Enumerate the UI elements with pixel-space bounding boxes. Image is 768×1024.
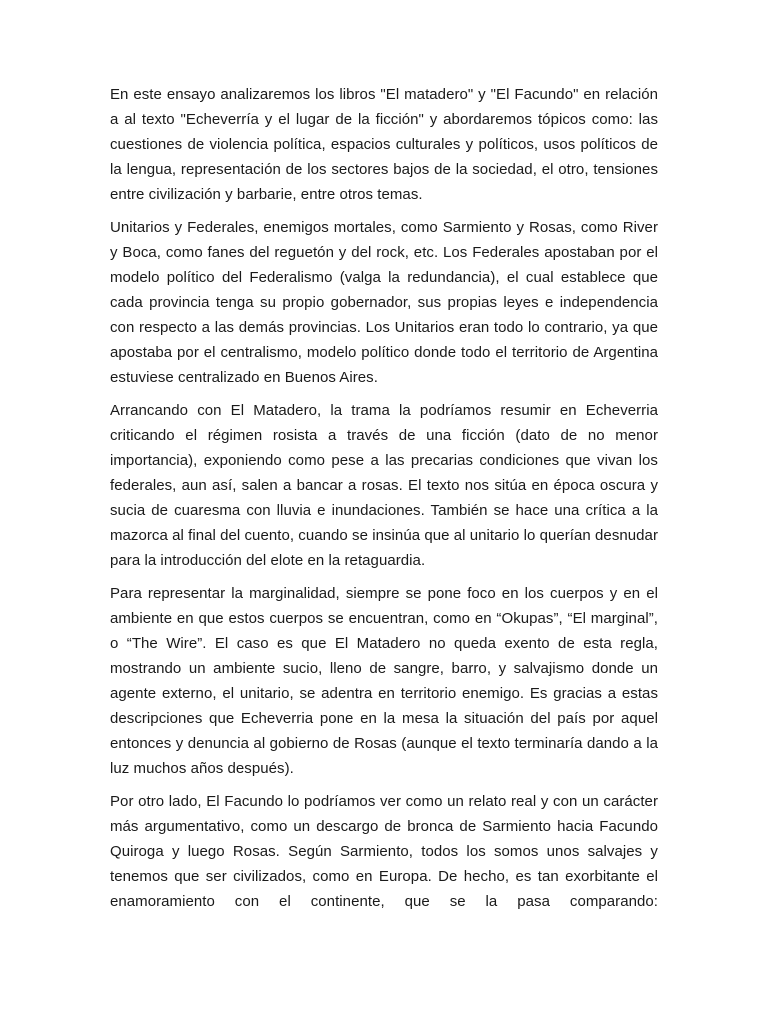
paragraph-marginalidad: Para representar la marginalidad, siempre se pone foco en los cuerpos y en el ambiente en que estos cuerpos se encuentran, como en “Okupas”, “El marginal”, o “The Wire”. El caso es que El Matadero no queda exento de esta regla, mostrando un ambiente sucio, lleno de sangre, barro, y salvajismo donde un agente externo, el unitario, se adentra en territorio enemigo. Es gracias a estas descripciones que Echeverria pone en la mesa la situación del país por aquel entonces y denuncia al gobierno de Rosas (aunque el texto terminaría dando a la luz muchos años después). <box>110 585 658 777</box>
paragraph-el-matadero: Arrancando con El Matadero, la trama la podríamos resumir en Echeverria criticando el régimen rosista a través de una ficción (dato de no menor importancia), exponiendo como pese a las precarias condiciones que vivan los federales, aun así, salen a bancar a rosas. El texto nos sitúa en época oscura y sucia de cuaresma con lluvia e inundaciones. También se hace una crítica a la mazorca al final del cuento, cuando se insinúa que al unitario lo querían desnudar para la introducción del elote en la retaguardia. <box>110 402 658 569</box>
paragraph-el-facundo: Por otro lado, El Facundo lo podríamos ver como un relato real y con un carácter más argumentativo, como un descargo de bronca de Sarmiento hacia Facundo Quiroga y luego Rosas. Según Sarmiento, todos los somos unos salvajes y tenemos que ser civilizados, como en Europa. De hecho, es tan exorbitante el enamoramiento con el continente, que se la pasa comparando: <box>110 793 658 910</box>
document-body <box>110 82 658 922</box>
paragraph-unitarios-federales: Unitarios y Federales, enemigos mortales, como Sarmiento y Rosas, como River y Boca, como fanes del reguetón y del rock, etc. Los Federales apostaban por el modelo político del Federalismo (valga la redundancia), el cual establece que cada provincia tenga su propio gobernador, sus propias leyes e independencia con respecto a las demás provincias. Los Unitarios eran todo lo contrario, ya que apostaba por el centralismo, modelo político donde todo el territorio de Argentina estuviese centralizado en Buenos Aires. <box>110 219 658 386</box>
paragraph-intro: En este ensayo analizaremos los libros "El matadero" y "El Facundo" en relación a al texto "Echeverría y el lugar de la ficción" y abordaremos tópicos como: las cuestiones de violencia política, espacios culturales y políticos, usos políticos de la lengua, representación de los sectores bajos de la sociedad, el otro, tensiones entre civilización y barbarie, entre otros temas. <box>110 86 658 203</box>
